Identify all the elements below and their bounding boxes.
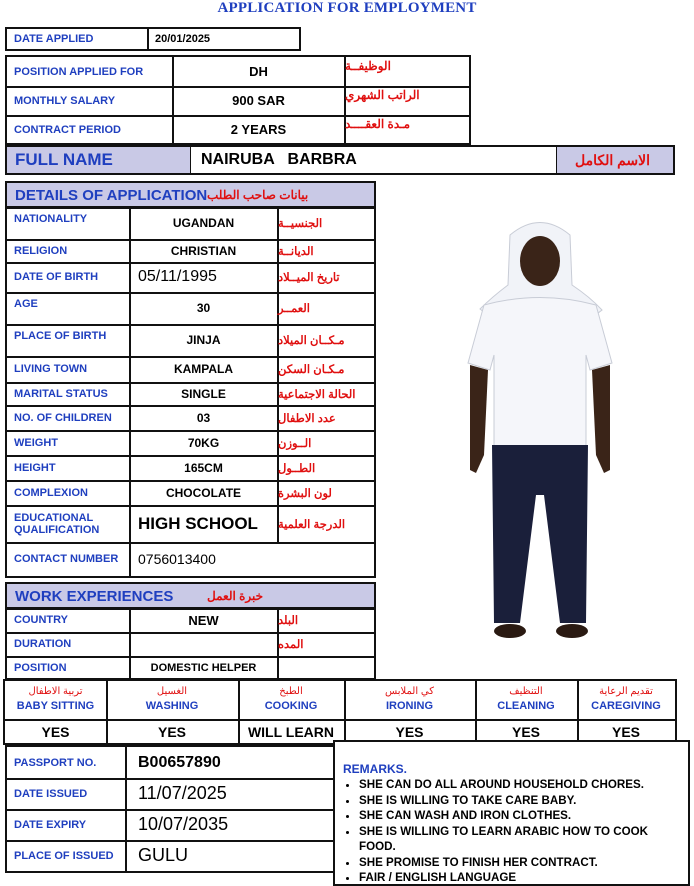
skill-answer: YES	[511, 724, 540, 740]
detail-label: HEIGHT	[14, 461, 56, 474]
detail-label: NO. OF CHILDREN	[14, 411, 112, 424]
date-applied-box	[5, 27, 301, 51]
skill-arabic: التنظيف	[509, 686, 543, 697]
header-row-label: POSITION APPLIED FOR	[14, 65, 144, 78]
passport-label: DATE ISSUED	[14, 787, 88, 800]
skill-english: IRONING	[385, 700, 434, 712]
detail-arabic: عدد الاطفال	[278, 412, 336, 425]
remark-item: • SHE CAN DO ALL AROUND HOUSEHOLD CHORES.	[359, 777, 682, 793]
header-row-arabic: الوظيفــة	[345, 59, 391, 73]
contact-value: 0756013400	[138, 551, 216, 567]
skills-table	[3, 679, 677, 745]
detail-arabic: الديانــة	[278, 245, 314, 258]
header-row-value: 900 SAR	[232, 93, 285, 108]
detail-arabic: مـكــان الميلاد	[278, 335, 345, 347]
skill-arabic: الغسيل	[156, 686, 188, 697]
skill-header	[475, 686, 577, 718]
detail-value: KAMPALA	[173, 362, 234, 376]
full-name-arabic: الاسم الكامل	[574, 151, 651, 168]
header-row-arabic: مـدة العقــــد	[345, 117, 411, 131]
detail-arabic: مـكـان السكن	[278, 364, 345, 376]
skill-english: BABY SITTING	[16, 700, 95, 712]
detail-label: AGE	[14, 298, 38, 310]
detail-label: WEIGHT	[14, 436, 58, 449]
work-value	[130, 632, 277, 656]
header-row-arabic: الراتب الشهري	[345, 88, 420, 102]
skill-english: CAREGIVING	[591, 700, 661, 712]
work-table	[5, 582, 376, 680]
header-row-label: CONTRACT PERIOD	[14, 123, 121, 136]
skill-header	[5, 686, 106, 718]
skill-header	[238, 686, 344, 718]
remark-item: • SHE CAN WASH AND IRON CLOTHES.	[359, 808, 682, 824]
skill-answer: YES	[395, 724, 424, 740]
full-name-label: FULL NAME	[15, 150, 113, 169]
skill-answer: YES	[157, 724, 186, 740]
detail-label: COMPLEXION	[14, 486, 88, 499]
detail-label: RELIGION	[14, 244, 68, 257]
detail-arabic: الحالة الاجتماعية	[278, 388, 356, 401]
skill-arabic: كي الملابس	[385, 686, 434, 697]
date-applied-label: DATE APPLIED	[14, 33, 94, 45]
skill-answer: YES	[611, 724, 640, 740]
full-name-value-cell	[190, 147, 557, 173]
skill-header	[106, 686, 238, 718]
full-name-band	[5, 145, 675, 175]
work-arabic	[278, 656, 374, 680]
work-heading-arabic: خبرة العمل	[207, 589, 264, 603]
detail-arabic: لون البشرة	[278, 487, 332, 500]
detail-value: 165CM	[184, 460, 223, 475]
remarks-heading: REMARKS.	[343, 762, 408, 776]
passport-label: DATE EXPIRY	[14, 818, 87, 831]
detail-label: LIVING TOWN	[14, 363, 88, 375]
applicant-photo	[440, 205, 640, 650]
detail-value: CHOCOLATE	[165, 485, 242, 500]
skill-header	[344, 686, 475, 718]
skill-answer: YES	[41, 724, 70, 740]
passport-label: PLACE OF ISSUED	[14, 849, 114, 862]
work-value: DOMESTIC HELPER	[150, 662, 257, 674]
detail-arabic: الجنسيــة	[278, 218, 323, 230]
work-heading: WORK EXPERIENCES	[15, 587, 174, 605]
remark-item: • FAIR / ENGLISH LANGUAGE	[359, 870, 682, 886]
applicant-figure	[440, 205, 640, 650]
remark-item: • SHE PROMISE TO FINISH HER CONTRACT.	[359, 855, 682, 871]
details-heading: DETAILS OF APPLICATION	[15, 186, 208, 204]
passport-table	[5, 745, 337, 873]
header-row-value: DH	[249, 64, 268, 79]
detail-value: CHRISTIAN	[170, 243, 237, 258]
work-arabic: البلد	[278, 615, 299, 627]
skill-arabic: الطبخ	[279, 686, 303, 697]
detail-value: 03	[196, 410, 211, 425]
passport-value: B00657890	[138, 753, 221, 771]
skill-answer: WILL LEARN	[247, 724, 335, 740]
remark-item: • SHE IS WILLING TO LEARN ARABIC HOW TO COOK FOOD.	[359, 824, 682, 855]
header-row-value: 2 YEARS	[230, 122, 287, 137]
passport-value: 10/07/2035	[138, 814, 229, 834]
detail-arabic: الطــول	[278, 462, 316, 475]
header-row-label: MONTHLY SALARY	[14, 94, 116, 107]
detail-value: HIGH SCHOOL	[138, 513, 258, 533]
detail-arabic: الــوزن	[278, 437, 312, 450]
date-applied-value: 20/01/2025	[155, 33, 211, 45]
contact-label: CONTACT NUMBER	[14, 552, 119, 565]
skill-english: CLEANING	[497, 700, 555, 712]
skill-english: WASHING	[145, 700, 199, 712]
skill-header	[577, 686, 675, 718]
skill-arabic: تربية الاطفال	[28, 686, 83, 697]
detail-label: DATE OF BIRTH	[14, 271, 99, 283]
detail-label: EDUCATIONAL QUALIFICATION	[14, 511, 100, 536]
position-table	[5, 55, 471, 145]
work-label: POSITION	[14, 662, 67, 674]
detail-label: MARITAL STATUS	[14, 387, 108, 400]
work-arabic: المده	[278, 639, 304, 651]
skill-arabic: تقديم الرعاية	[599, 686, 653, 697]
detail-value: JINJA	[186, 333, 221, 347]
passport-label: PASSPORT NO.	[14, 756, 97, 769]
detail-label: NATIONALITY	[14, 213, 88, 225]
detail-value: 05/11/1995	[138, 268, 217, 285]
remark-item: • SHE IS WILLING TO TAKE CARE BABY.	[359, 793, 682, 809]
work-label: DURATION	[14, 638, 72, 650]
full-name-value: NAIRUBA BARBRA	[201, 151, 357, 168]
remarks-list	[343, 777, 682, 886]
skill-english: COOKING	[264, 700, 318, 712]
detail-arabic: تاريخ الميــلاد	[278, 272, 340, 284]
work-label: COUNTRY	[14, 614, 68, 626]
work-value: NEW	[188, 612, 219, 628]
details-table	[5, 181, 376, 578]
detail-value: 70KG	[187, 435, 220, 450]
page-title: APPLICATION FOR EMPLOYMENT	[217, 0, 477, 16]
remarks-box	[333, 740, 690, 886]
detail-label: PLACE OF BIRTH	[14, 330, 107, 342]
detail-arabic: العمــر	[278, 303, 310, 315]
detail-value: UGANDAN	[172, 216, 235, 230]
detail-value: SINGLE	[181, 386, 226, 401]
detail-arabic: الدرجة العلمية	[278, 518, 346, 531]
details-heading-arabic: بيانات صاحب الطلب	[207, 188, 309, 202]
detail-value: 30	[196, 301, 211, 315]
passport-value: 11/07/2025	[138, 783, 227, 803]
passport-value: GULU	[138, 845, 189, 865]
